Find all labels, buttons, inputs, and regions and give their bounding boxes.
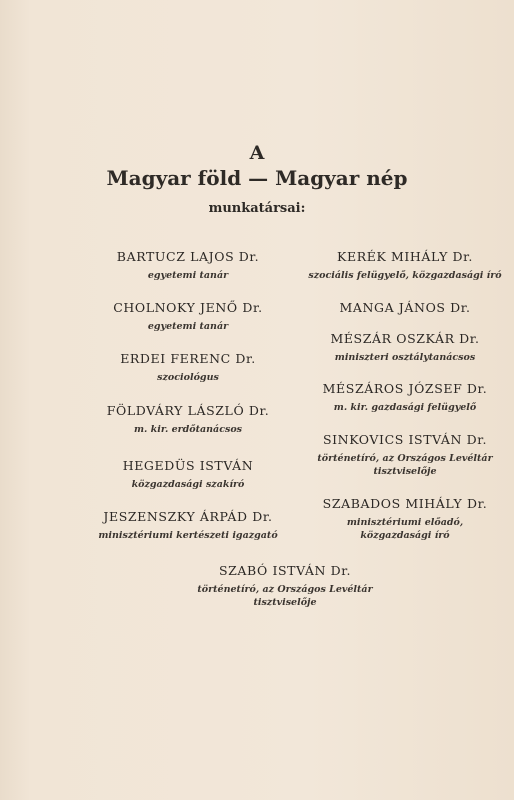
contributor-role: közgazdasági szakíró [131,479,245,490]
contributor-entry [88,300,288,333]
heading-subtitle: munkatársai: [208,201,306,216]
contributor-role-line2: tisztviselője [373,466,437,477]
contributor-entry [300,432,510,478]
contributor-role-line2: közgazdasági író [360,530,450,541]
contributor-entry [150,563,420,609]
contributor-name: MÉSZÁR OSZKÁR Dr. [330,331,480,346]
contributor-role: miniszteri osztálytanácsos [334,352,476,363]
contributor-name: FÖLDVÁRY LÁSZLÓ Dr. [106,403,270,418]
contributor-entry [300,300,510,315]
contributor-entry [88,403,288,436]
contributor-role-line2: tisztviselője [253,597,317,608]
contributor-entry [300,496,510,542]
contributor-entry [300,249,510,282]
contributor-role: m. kir. gazdasági felügyelő [333,402,477,413]
contributor-name: BARTUCZ LAJOS Dr. [116,249,260,264]
contributor-entry [88,351,288,384]
contributor-name: JESZENSZKY ÁRPÁD Dr. [103,509,273,524]
contributor-name: SINKOVICS ISTVÁN Dr. [322,432,488,447]
contributor-entry [88,249,288,282]
contributor-name: MANGA JÁNOS Dr. [339,300,471,315]
contributor-role: m. kir. erdőtanácsos [133,424,243,435]
contributor-name: SZABÓ ISTVÁN Dr. [218,563,352,578]
contributor-role: egyetemi tanár [147,321,229,332]
contributor-name: KERÉK MIHÁLY Dr. [337,249,473,264]
contributor-role: történetíró, az Országos Levéltár [197,584,373,595]
contributor-name: HEGEDÜS ISTVÁN [122,458,254,473]
contributor-entry [300,381,510,414]
contributor-name: ERDEI FERENC Dr. [120,351,256,366]
heading-article: A [249,142,265,164]
contributor-role: szociális felügyelő, közgazdasági író [308,270,502,281]
book-title: Magyar föld — Magyar nép [106,166,408,190]
contributor-entry [300,331,510,364]
contributor-role: egyetemi tanár [147,270,229,281]
contributor-role: minisztériumi előadó, [346,517,464,528]
contributor-role: szociológus [157,372,219,383]
contributor-name: CHOLNOKY JENŐ Dr. [113,300,263,315]
contributor-entry [88,458,288,491]
contributor-role: történetíró, az Országos Levéltár [317,453,493,464]
contributor-role: minisztériumi kertészeti igazgató [98,530,278,541]
contributor-name: MÉSZÁROS JÓZSEF Dr. [322,381,488,396]
contributor-name: SZABADOS MIHÁLY Dr. [322,496,488,511]
contributor-entry [88,509,288,542]
